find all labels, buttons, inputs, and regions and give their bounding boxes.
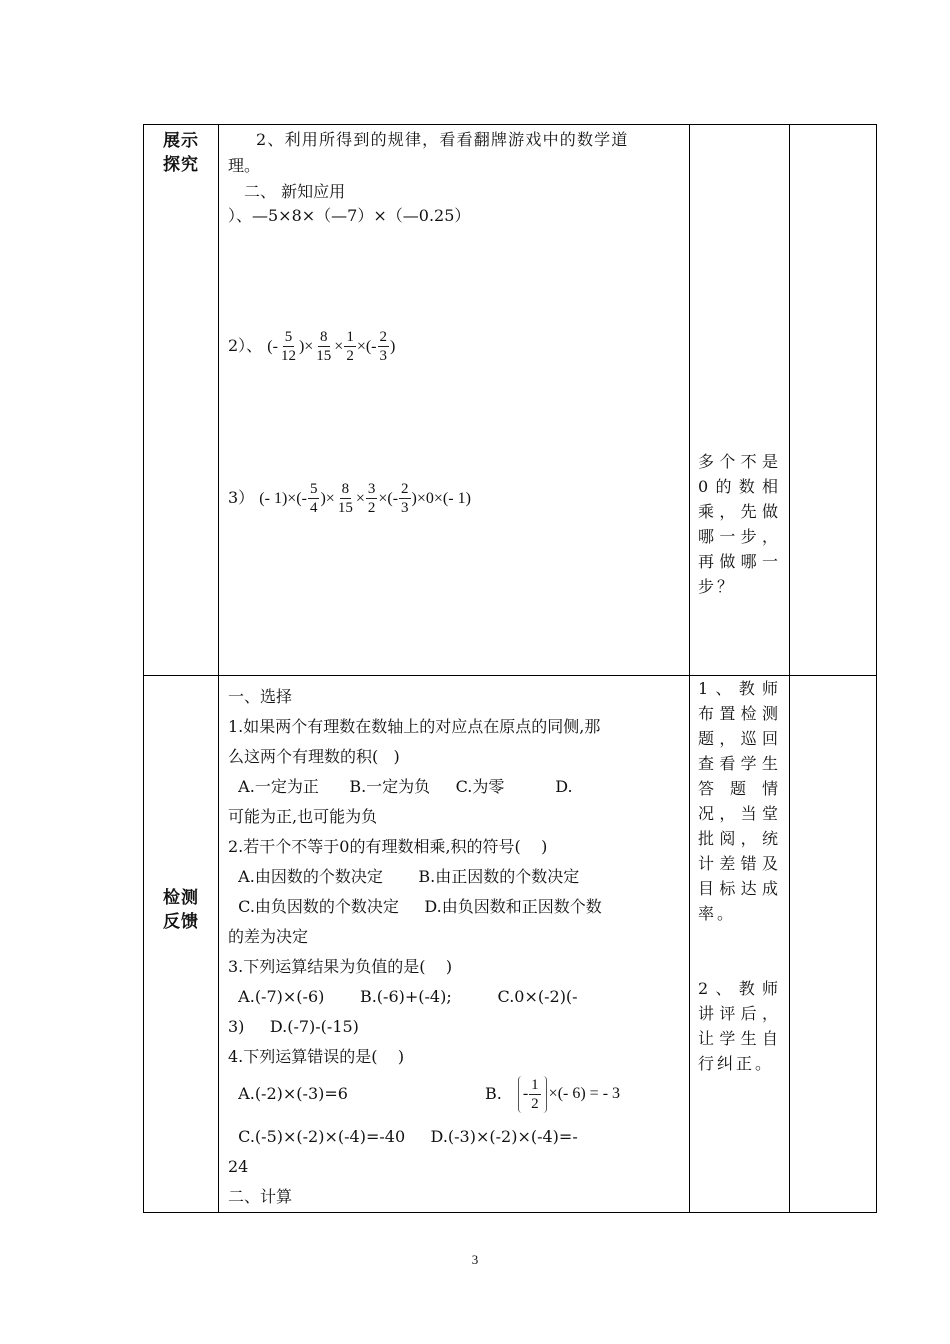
numerator: 1 — [531, 1076, 539, 1093]
math-text: (- 1)×(- — [259, 489, 307, 507]
math-text: ×(- — [378, 489, 399, 507]
empty-cell — [790, 125, 877, 676]
quiz-line: 3.下列运算结果为负值的是( ) — [228, 957, 453, 976]
quiz-line: 可能为正,也可能为负 — [228, 807, 378, 826]
numerator: 3 — [367, 481, 376, 497]
quiz-line: C.由负因数的个数决定 D.由负因数和正因数个数 — [228, 897, 602, 916]
math-expression — [259, 480, 471, 517]
fraction — [344, 328, 356, 365]
denominator: 2 — [367, 500, 376, 516]
denominator: 12 — [280, 348, 296, 364]
math-text: )×0×(- 1) — [411, 489, 471, 507]
denominator: 3 — [379, 348, 388, 364]
quiz-questions — [228, 682, 680, 1072]
problem-3 — [228, 480, 471, 517]
bracket — [518, 1076, 547, 1113]
heading-new-knowledge: 二、 新知应用 — [244, 182, 346, 201]
quiz-line: 么这两个有理数的积( ) — [228, 747, 400, 766]
quiz-line: A.由因数的个数决定 B.由正因数的个数决定 — [228, 867, 580, 886]
math-text: )× — [298, 337, 314, 355]
section-label-line: 展示 — [163, 131, 199, 151]
quiz-line: 的差为决定 — [228, 927, 309, 946]
denominator: 2 — [531, 1095, 539, 1112]
problem-label: 3） — [228, 488, 255, 507]
fraction — [336, 480, 355, 517]
note-cell — [690, 125, 790, 676]
quiz-line: 1.如果两个有理数在数轴上的对应点在原点的同侧,那 — [228, 717, 601, 736]
math-text: ×(- — [356, 337, 377, 355]
empty-cell — [790, 676, 877, 1213]
problem-1: ）、—5×8×（—7）×（—0.25） — [228, 206, 471, 225]
quiz-line: A.一定为正 B.一定为负 C.为零 D. — [228, 777, 573, 796]
numerator: 1 — [346, 329, 354, 345]
option-a: A.(-2)×(-3)=6 — [228, 1084, 348, 1103]
math-text: (- — [267, 337, 278, 355]
teacher-note: 多个不是0的数相乘，先做哪一步，再做哪一步？ — [698, 452, 781, 596]
denominator: 15 — [316, 348, 332, 364]
numerator: 5 — [309, 481, 318, 497]
page-number: 3 — [471, 1252, 479, 1267]
teacher-note-2: 2、教师讲评后，让学生自行纠正。 — [698, 979, 781, 1073]
problem-2 — [228, 328, 395, 365]
numerator: 8 — [320, 329, 328, 345]
option-b-label: B. — [485, 1084, 502, 1103]
lesson-plan-table — [143, 124, 877, 1213]
fraction — [314, 328, 333, 365]
math-text: ) — [390, 337, 396, 355]
question-4-options-cd-cont: 24 — [228, 1157, 249, 1176]
fraction — [399, 480, 411, 517]
quiz-line: A.(-7)×(-6) B.(-6)+(-4); C.0×(-2)(- — [228, 987, 578, 1006]
fraction — [378, 328, 390, 365]
numerator: 2 — [401, 481, 409, 497]
section-label-cell — [144, 676, 219, 1213]
table-row-check-feedback — [144, 676, 877, 1213]
rule-text-cont: 理。 — [228, 156, 261, 175]
quiz-line: 2.若干个不等于0的有理数相乘,积的符号( ) — [228, 837, 548, 856]
question-4-options-cd: C.(-5)×(-2)×(-4)=-40 D.(-3)×(-2)×(-4)=- — [228, 1127, 578, 1146]
note-cell — [690, 676, 790, 1213]
denominator: 2 — [346, 348, 354, 364]
denominator: 4 — [309, 500, 318, 516]
math-text: - — [522, 1085, 529, 1102]
math-text: )× — [320, 489, 335, 507]
fraction — [366, 480, 378, 517]
section-label-cell — [144, 125, 219, 676]
problem-label: 2）、 — [228, 336, 263, 355]
fraction — [529, 1076, 541, 1113]
math-text: × — [355, 489, 365, 507]
teacher-note-1: 1、教师布置检测题，巡回查看学生答题情况，当堂批阅，统计差错及目标达成率。 — [698, 679, 781, 923]
quiz-line: 一、选择 — [228, 687, 293, 706]
math-text: × — [334, 337, 344, 355]
math-text: ×(- 6) = - 3 — [548, 1085, 621, 1102]
section-label-line: 检测 — [163, 888, 199, 908]
fraction — [279, 328, 298, 365]
content-cell — [219, 676, 690, 1213]
fraction — [308, 480, 320, 517]
denominator: 15 — [337, 500, 353, 516]
quiz-line: 3) D.(-7)-(-15) — [228, 1017, 359, 1036]
numerator: 8 — [341, 481, 350, 497]
math-expression — [267, 328, 395, 365]
table-row-display-explore — [144, 125, 877, 676]
math-expression — [518, 1076, 620, 1113]
rule-text: 2、利用所得到的规律，看看翻牌游戏中的数学道 — [256, 130, 629, 149]
heading-calculation: 二、计算 — [228, 1187, 293, 1206]
content-cell — [219, 125, 690, 676]
quiz-line: 4.下列运算错误的是( ) — [228, 1047, 405, 1066]
section-label-line: 反馈 — [163, 912, 199, 932]
question-4-options-ab — [228, 1072, 680, 1116]
numerator: 5 — [284, 329, 293, 345]
section-label-line: 探究 — [163, 155, 199, 175]
numerator: 2 — [379, 329, 388, 345]
denominator: 3 — [401, 500, 409, 516]
